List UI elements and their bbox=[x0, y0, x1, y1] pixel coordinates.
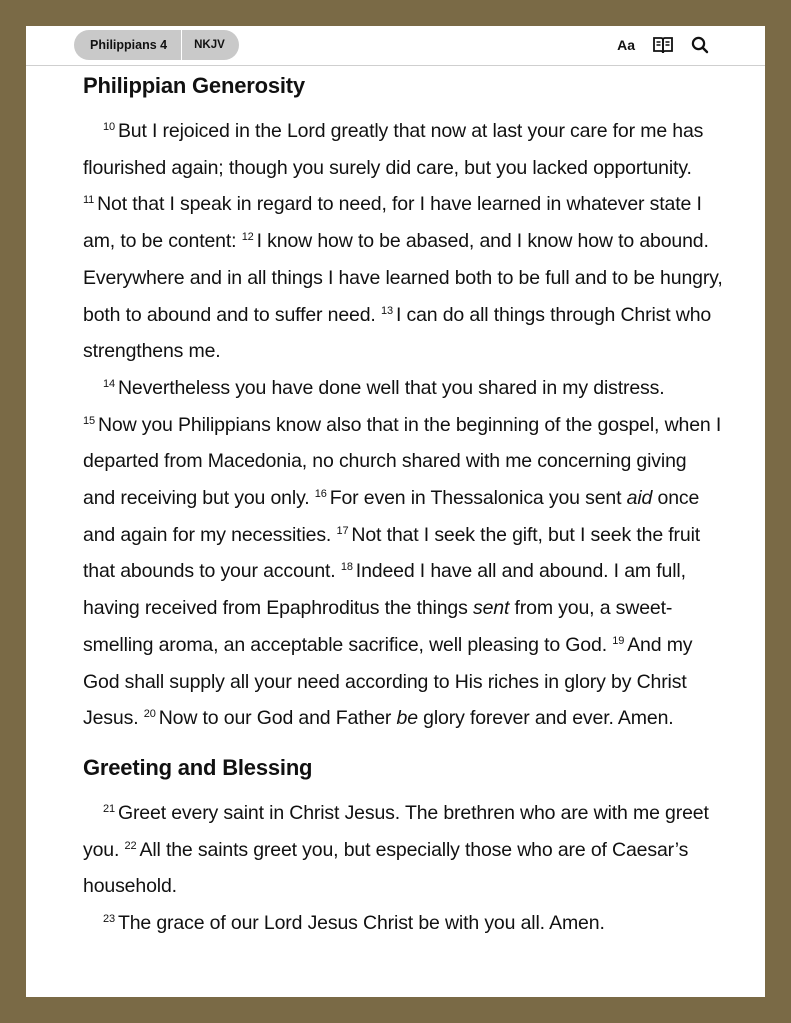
verse-text: The grace of our Lord Jesus Christ be with you all. Amen. bbox=[117, 912, 605, 935]
verse-number[interactable]: 22 bbox=[124, 839, 137, 852]
verse-italic-text: aid bbox=[626, 487, 653, 510]
verse-text: And my God shall supply all your need according to His riches in glory by Christ Jesus. bbox=[83, 633, 693, 730]
verse-text: from you, a sweet-smelling aroma, an acceptable sacrifice, well pleasing to God. bbox=[83, 597, 673, 656]
verse-number[interactable]: 20 bbox=[143, 708, 156, 721]
section-heading: Philippian Generosity bbox=[83, 73, 305, 98]
search-icon[interactable] bbox=[691, 36, 709, 54]
scripture-paragraph bbox=[83, 370, 723, 737]
verse-number[interactable]: 10 bbox=[103, 121, 115, 133]
verse-number[interactable]: 17 bbox=[336, 524, 349, 537]
verse-text: Indeed I have all and abound. I am full, having received from Epaphroditus the things bbox=[83, 560, 686, 620]
verse-number[interactable]: 14 bbox=[103, 377, 115, 390]
chapter-text bbox=[83, 71, 723, 942]
verse-text: once and again for my necessities. bbox=[83, 487, 700, 546]
verse-number[interactable]: 23 bbox=[103, 913, 115, 926]
verse-text: Not that I speak in regard to need, for I have learned in whatever state I am, to be content: bbox=[83, 193, 702, 253]
verse-text: But I rejoiced in the Lord greatly that now at last your care for me has flourished again; though you surely did care, but you lacked opportunity. bbox=[83, 120, 704, 179]
section-heading: Greeting and Blessing bbox=[83, 754, 313, 780]
verse-text: For even in Thessalonica you sent bbox=[329, 487, 627, 510]
verse-text: Greet every saint in Christ Jesus. The brethren who are with me greet you. bbox=[83, 801, 709, 861]
verse-text: Now to our God and Father bbox=[158, 707, 397, 730]
verse-number[interactable]: 18 bbox=[340, 561, 353, 574]
scripture-paragraph bbox=[83, 795, 723, 905]
verse-text: Nevertheless you have done well that you shared in my distress. bbox=[117, 376, 665, 399]
verse-italic-text: sent bbox=[472, 597, 510, 620]
reference-selector bbox=[74, 30, 239, 60]
verse-number[interactable]: 12 bbox=[241, 231, 254, 244]
verse-number[interactable]: 13 bbox=[381, 304, 393, 317]
verse-text: glory forever and ever. Amen. bbox=[417, 707, 674, 730]
reader-page bbox=[26, 26, 765, 997]
verse-number[interactable]: 11 bbox=[83, 194, 95, 207]
verse-text: Now you Philippians know also that in the beginning of the gospel, when I departed from Macedonia, no church shared with me concerning giving and receiving but you only. bbox=[83, 413, 722, 510]
scripture-paragraph bbox=[83, 113, 723, 370]
scripture-paragraph bbox=[83, 905, 723, 942]
verse-number[interactable]: 19 bbox=[612, 634, 625, 647]
verse-number[interactable]: 16 bbox=[314, 488, 327, 501]
reader-toolbar bbox=[26, 26, 765, 66]
version-button[interactable]: NKJV bbox=[194, 39, 225, 51]
toolbar-actions bbox=[617, 35, 709, 55]
verse-text: I can do all things through Christ who strengthens me. bbox=[83, 303, 712, 363]
verse-text: Not that I seek the gift, but I seek the fruit that abounds to your account. bbox=[83, 523, 701, 583]
verse-number[interactable]: 15 bbox=[83, 414, 95, 427]
book-chapter-button[interactable]: Philippians 4 bbox=[74, 30, 182, 60]
verse-number[interactable]: 21 bbox=[103, 802, 115, 815]
text-size-icon[interactable]: Aa bbox=[617, 37, 635, 53]
verse-text: I know how to be abased, and I know how to abound. Everywhere and in all things I have learned both to be full and to be hungry, both to abound and to suffer need. bbox=[83, 230, 723, 326]
verse-text: All the saints greet you, but especially those who are of Caesar’s household. bbox=[83, 838, 689, 898]
parallel-book-icon[interactable] bbox=[653, 36, 673, 54]
verse-italic-text: be bbox=[396, 707, 418, 730]
